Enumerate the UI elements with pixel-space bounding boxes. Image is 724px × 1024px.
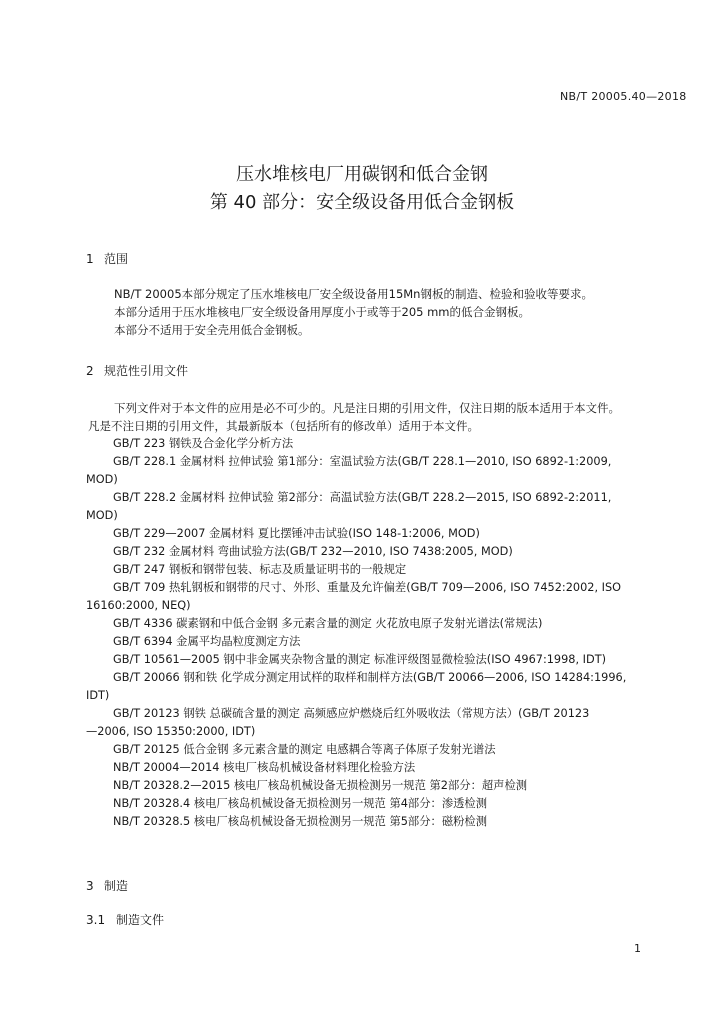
reference-item: NB/T 20328.4 核电厂核岛机械设备无损检测另一规范 第4部分：渗透检测 bbox=[113, 797, 488, 810]
section-number: 1 bbox=[86, 252, 94, 266]
reference-item: GB/T 20123 钢铁 总碳硫含量的测定 高频感应炉燃烧后红外吸收法（常规方法）(GB/T 20123 bbox=[113, 707, 590, 720]
section-title: 制造 bbox=[104, 879, 129, 893]
section-2-heading bbox=[86, 362, 188, 379]
reference-item: GB/T 20125 低合金钢 多元素含量的测定 电感耦合等离子体原子发射光谱法 bbox=[113, 743, 496, 756]
section-number: 2 bbox=[86, 364, 94, 378]
reference-item-continuation: MOD) bbox=[86, 473, 118, 486]
section-1-heading bbox=[86, 250, 128, 267]
reference-item-continuation: —2006, ISO 15350:2000, IDT) bbox=[86, 725, 256, 738]
reference-item: GB/T 709 热轧钢板和钢带的尺寸、外形、重量及允许偏差(GB/T 709—2006, ISO 7452:2002, ISO bbox=[113, 581, 622, 594]
paragraph: 本部分适用于压水堆核电厂安全级设备用厚度小于或等于205 mm的低合金钢板。 bbox=[114, 305, 531, 319]
document-code: NB/T 20005.40—2018 bbox=[560, 90, 687, 103]
reference-item: NB/T 20328.2—2015 核电厂核岛机械设备无损检测另一规范 第2部分：超声检测 bbox=[113, 779, 528, 792]
reference-item-continuation: IDT) bbox=[86, 689, 110, 702]
reference-item-continuation: MOD) bbox=[86, 509, 118, 522]
reference-item: GB/T 247 钢板和钢带包装、标志及质量证明书的一般规定 bbox=[113, 563, 407, 576]
paragraph: 本部分不适用于安全壳用低合金钢板。 bbox=[114, 323, 310, 337]
reference-item: NB/T 20004—2014 核电厂核岛机械设备材料理化检验方法 bbox=[113, 761, 416, 774]
section-3-heading bbox=[86, 877, 128, 894]
section-title: 规范性引用文件 bbox=[104, 364, 189, 378]
reference-item: GB/T 228.2 金属材料 拉伸试验 第2部分：高温试验方法(GB/T 228.2—2015, ISO 6892-2:2011, bbox=[113, 491, 612, 504]
reference-item: GB/T 229—2007 金属材料 夏比摆锤冲击试验(ISO 148-1:2006, MOD) bbox=[113, 527, 480, 540]
reference-list bbox=[86, 435, 656, 831]
reference-item: GB/T 4336 碳素钢和中低合金钢 多元素含量的测定 火花放电原子发射光谱法(常规法) bbox=[113, 617, 543, 630]
section-title: 范围 bbox=[104, 252, 129, 266]
section-number: 3 bbox=[86, 879, 94, 893]
document-title-line-1: 压水堆核电厂用碳钢和低合金钢 bbox=[236, 164, 488, 185]
reference-item: GB/T 228.1 金属材料 拉伸试验 第1部分：室温试验方法(GB/T 228.1—2010, ISO 6892-1:2009, bbox=[113, 455, 612, 468]
document-title-line-2: 第 40 部分：安全级设备用低合金钢板 bbox=[209, 192, 515, 213]
reference-item-continuation: 16160:2000, NEQ) bbox=[86, 599, 191, 612]
reference-item: NB/T 20328.5 核电厂核岛机械设备无损检测另一规范 第5部分：磁粉检测 bbox=[113, 815, 488, 828]
reference-item: GB/T 20066 钢和铁 化学成分测定用试样的取样和制样方法(GB/T 20066—2006, ISO 14284:1996, bbox=[113, 671, 627, 684]
paragraph: NB/T 20005本部分规定了压水堆核电厂安全级设备用15Mn钢板的制造、检验和验收等要求。 bbox=[114, 287, 593, 301]
page-number: 1 bbox=[634, 942, 641, 955]
reference-item: GB/T 6394 金属平均晶粒度测定方法 bbox=[113, 635, 301, 648]
reference-item: GB/T 223 钢铁及合金化学分析方法 bbox=[113, 437, 294, 450]
paragraph: 下列文件对于本文件的应用是必不可少的。凡是注日期的引用文件，仅注日期的版本适用于本文件。 bbox=[114, 401, 620, 415]
section-3-1-heading bbox=[86, 911, 164, 928]
section-number: 3.1 bbox=[86, 913, 106, 927]
reference-item: GB/T 10561—2005 钢中非金属夹杂物含量的测定 标准评级图显微检验法(ISO 4967:1998, IDT) bbox=[113, 653, 607, 666]
paragraph: 凡是不注日期的引用文件，其最新版本（包括所有的修改单）适用于本文件。 bbox=[88, 419, 479, 433]
reference-item: GB/T 232 金属材料 弯曲试验方法(GB/T 232—2010, ISO 7438:2005, MOD) bbox=[113, 545, 513, 558]
section-title: 制造文件 bbox=[116, 913, 165, 927]
